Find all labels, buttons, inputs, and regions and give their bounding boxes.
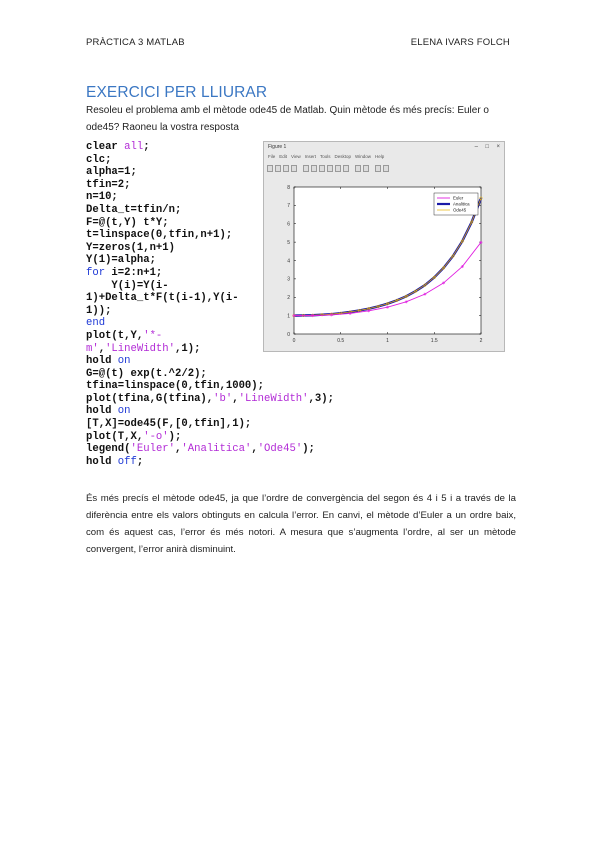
code-line [86,141,261,154]
code-text: legend( [86,443,131,456]
code-text: ; [136,455,144,468]
menu-desktop[interactable]: Desktop [334,154,352,159]
code-line: G=@(t) exp(t.^2/2); [86,367,207,380]
question-text: Resoleu el problema amb el mètode ode45 de Matlab. Quin mètode és més precís: Euler o ode45? Raoneu la vostra resposta [86,105,489,133]
code-text: , [232,392,239,405]
code-text: hold [86,355,118,368]
code-line: n=10; [86,191,118,204]
code-text: , [175,443,182,456]
code-line: clc; [86,153,112,166]
code-string: '*- [143,329,163,342]
euler-point [386,306,389,309]
code-keyword: all [124,141,144,153]
code-line: [T,X]=ode45(F,[0,tfin],1); [86,418,252,431]
x-tick-label: 0 [292,338,296,344]
code-line: Y(i)=Y(i- [86,279,169,292]
x-tick-label: 0.5 [337,338,345,344]
euler-point [311,314,314,317]
y-tick-label: 2 [287,295,290,302]
code-line [86,443,315,456]
code-string: 'LineWidth' [105,342,176,355]
code-line [86,405,261,418]
code-text: clear [86,141,125,153]
x-tick-label: 1 [386,338,389,344]
code-line: Y=zeros(1,n+1) [86,241,176,254]
y-tick-label: 1 [287,313,290,320]
matlab-figure-window [263,141,505,352]
euler-point [461,265,464,268]
euler-point [293,314,296,317]
legend-label: Ode45 [453,207,467,213]
code-keyword: off [117,455,137,468]
y-tick-label: 0 [287,331,290,338]
code-text: i=2:n+1; [105,266,163,279]
euler-point [349,312,352,315]
euler-point [423,293,426,296]
code-string: 'LineWidth' [238,392,309,405]
euler-point [405,300,408,303]
menu-tools[interactable]: Tools [319,154,331,159]
code-line: Delta_t=tfin/n; [86,203,182,216]
maximize-icon[interactable]: □ [485,144,489,150]
section-title: EXERCICI PER LLIURAR [86,84,268,101]
menu-window[interactable]: Window [355,154,372,159]
code-line: F=@(t,Y) t*Y; [86,216,169,229]
x-tick-label: 1.5 [430,338,438,344]
close-icon[interactable]: × [496,144,500,150]
code-text: ); [168,430,182,443]
code-text: ,3); [308,392,334,405]
code-keyword: on [117,355,131,368]
y-tick-label: 7 [287,203,290,210]
code-string: 'Analitica' [181,443,252,456]
x-tick-label: 2 [479,338,483,344]
header-left: PRÀCTICA 3 MATLAB [86,37,185,48]
code-line: tfin=2; [86,178,131,191]
code-text: ); [302,443,315,456]
code-text: plot(t,Y, [86,329,144,342]
menu-insert[interactable]: Insert [304,154,316,159]
y-tick-label: 3 [287,276,290,283]
code-line: 1)+Delta_t*F(t(i-1),Y(i- [86,292,239,305]
header-right: ELENA IVARS FOLCH [410,37,510,48]
code-line [86,343,261,356]
code-text: , [251,443,258,456]
code-string: 'Euler' [130,443,176,456]
euler-point [480,241,483,244]
code-string: '-o' [143,430,169,443]
y-tick-label: 4 [287,258,290,265]
euler-point [442,281,445,284]
code-line: end [86,317,106,330]
euler-point [367,309,370,312]
plot-svg [264,142,504,351]
code-keyword: on [117,405,131,418]
y-tick-label: 8 [287,184,290,191]
menu-file[interactable]: File [268,154,276,159]
minimize-icon[interactable]: – [474,144,478,150]
code-line: Y(1)=alpha; [86,254,156,267]
code-line [86,355,261,368]
code-text: ; [143,141,150,153]
code-line [86,431,261,444]
y-tick-label: 5 [287,239,290,246]
code-text: hold [86,405,118,418]
code-string: m' [86,342,99,355]
code-string: 'Ode45' [257,443,303,456]
code-text: plot(tfina,G(tfina), [86,392,214,405]
legend-label: Euler [453,195,464,201]
code-line: t=linspace(0,tfin,n+1); [86,229,233,242]
code-text: plot(T,X, [86,430,144,443]
menu-edit[interactable]: Edit [279,154,288,159]
euler-point [330,313,333,316]
code-string: 'b' [213,392,233,405]
code-line: tfina=linspace(0,tfin,1000); [86,380,265,393]
code-text: , [98,342,106,355]
answer-text: És més precís el mètode ode45, ja que l’ordre de convergència del segon és 4 i 5 i a través de la diferència entre els valors obtinguts en calcula l’error. En canvi, el mètode d’Euler a un ordre baix, com és aquest cas, l’error és més notori. A mesura que s’augmenta l’ordre, al ser un mètode convergent, l’error anirà disminuint. [86,493,516,555]
code-text: ,1); [175,342,201,355]
code-line [86,392,334,406]
y-tick-label: 6 [287,221,290,228]
menu-help[interactable]: Help [375,154,385,159]
code-line [86,456,261,469]
code-line: alpha=1; [86,166,137,179]
menu-view[interactable]: View [291,154,301,159]
code-text: hold [86,455,118,468]
code-line: 1)); [86,304,112,317]
legend-label: Analitica [453,201,470,207]
code-keyword: for [86,266,106,279]
figure-window-title: Figure 1 [268,144,287,150]
code-line [86,267,261,280]
code-line [86,330,261,343]
